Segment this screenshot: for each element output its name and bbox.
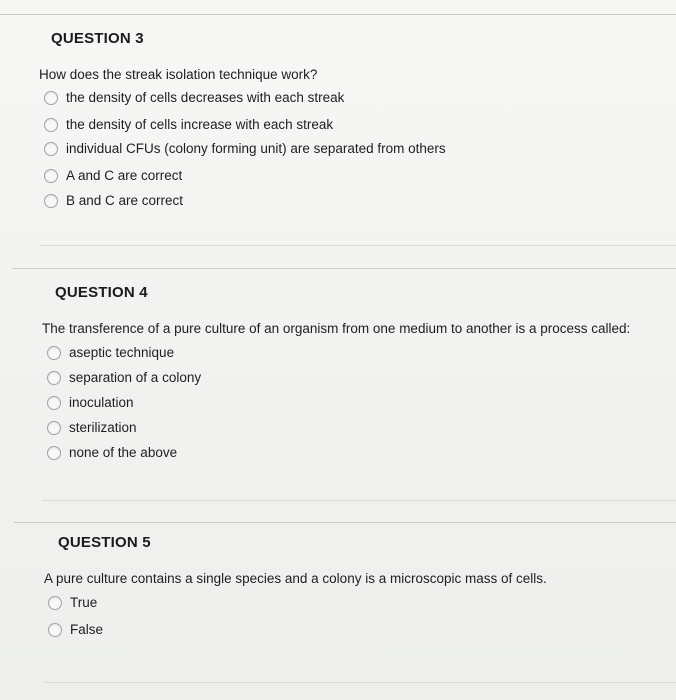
option-label: aseptic technique (69, 345, 175, 360)
radio-button[interactable] (47, 346, 61, 360)
option-label: True (70, 595, 98, 610)
divider (14, 522, 676, 523)
option-label: none of the above (69, 445, 178, 460)
divider (0, 14, 676, 15)
option-label: False (70, 622, 104, 637)
radio-button[interactable] (47, 446, 61, 460)
option-label: the density of cells increase with each streak (66, 117, 334, 132)
radio-button[interactable] (44, 91, 58, 105)
question-prompt: How does the streak isolation technique work? (39, 67, 318, 82)
option-individual-cfus[interactable] (44, 141, 446, 156)
option-density-increase[interactable] (44, 117, 333, 132)
radio-button[interactable] (44, 194, 58, 208)
option-true[interactable] (48, 595, 97, 610)
option-label: A and C are correct (66, 168, 183, 183)
radio-button[interactable] (48, 623, 62, 637)
question-prompt: A pure culture contains a single species and a colony is a microscopic mass of cells. (44, 571, 547, 586)
option-label: B and C are correct (66, 193, 184, 208)
option-none-of-the-above[interactable] (47, 445, 177, 460)
radio-button[interactable] (44, 142, 58, 156)
option-label: separation of a colony (69, 370, 202, 385)
question-prompt: The transference of a pure culture of an organism from one medium to another is a process called: (42, 321, 631, 336)
option-density-decreases[interactable] (44, 90, 344, 105)
question-title: QUESTION 3 (51, 30, 144, 47)
radio-button[interactable] (44, 169, 58, 183)
radio-button[interactable] (47, 371, 61, 385)
radio-button[interactable] (44, 118, 58, 132)
option-false[interactable] (48, 622, 103, 637)
option-label: sterilization (69, 420, 137, 435)
option-label: inoculation (69, 395, 134, 410)
divider (42, 500, 676, 501)
option-inoculation[interactable] (47, 395, 134, 410)
option-sterilization[interactable] (47, 420, 137, 435)
divider (44, 682, 676, 683)
radio-button[interactable] (47, 421, 61, 435)
option-label: individual CFUs (colony forming unit) are separated from others (66, 141, 446, 156)
radio-button[interactable] (48, 596, 62, 610)
divider (40, 245, 676, 246)
question-title: QUESTION 5 (58, 534, 151, 551)
radio-button[interactable] (47, 396, 61, 410)
option-a-and-c[interactable] (44, 168, 182, 183)
option-b-and-c[interactable] (44, 193, 183, 208)
question-title: QUESTION 4 (55, 284, 148, 301)
option-aseptic-technique[interactable] (47, 345, 174, 360)
divider (12, 268, 676, 269)
option-separation-of-colony[interactable] (47, 370, 201, 385)
option-label: the density of cells decreases with each streak (66, 90, 345, 105)
